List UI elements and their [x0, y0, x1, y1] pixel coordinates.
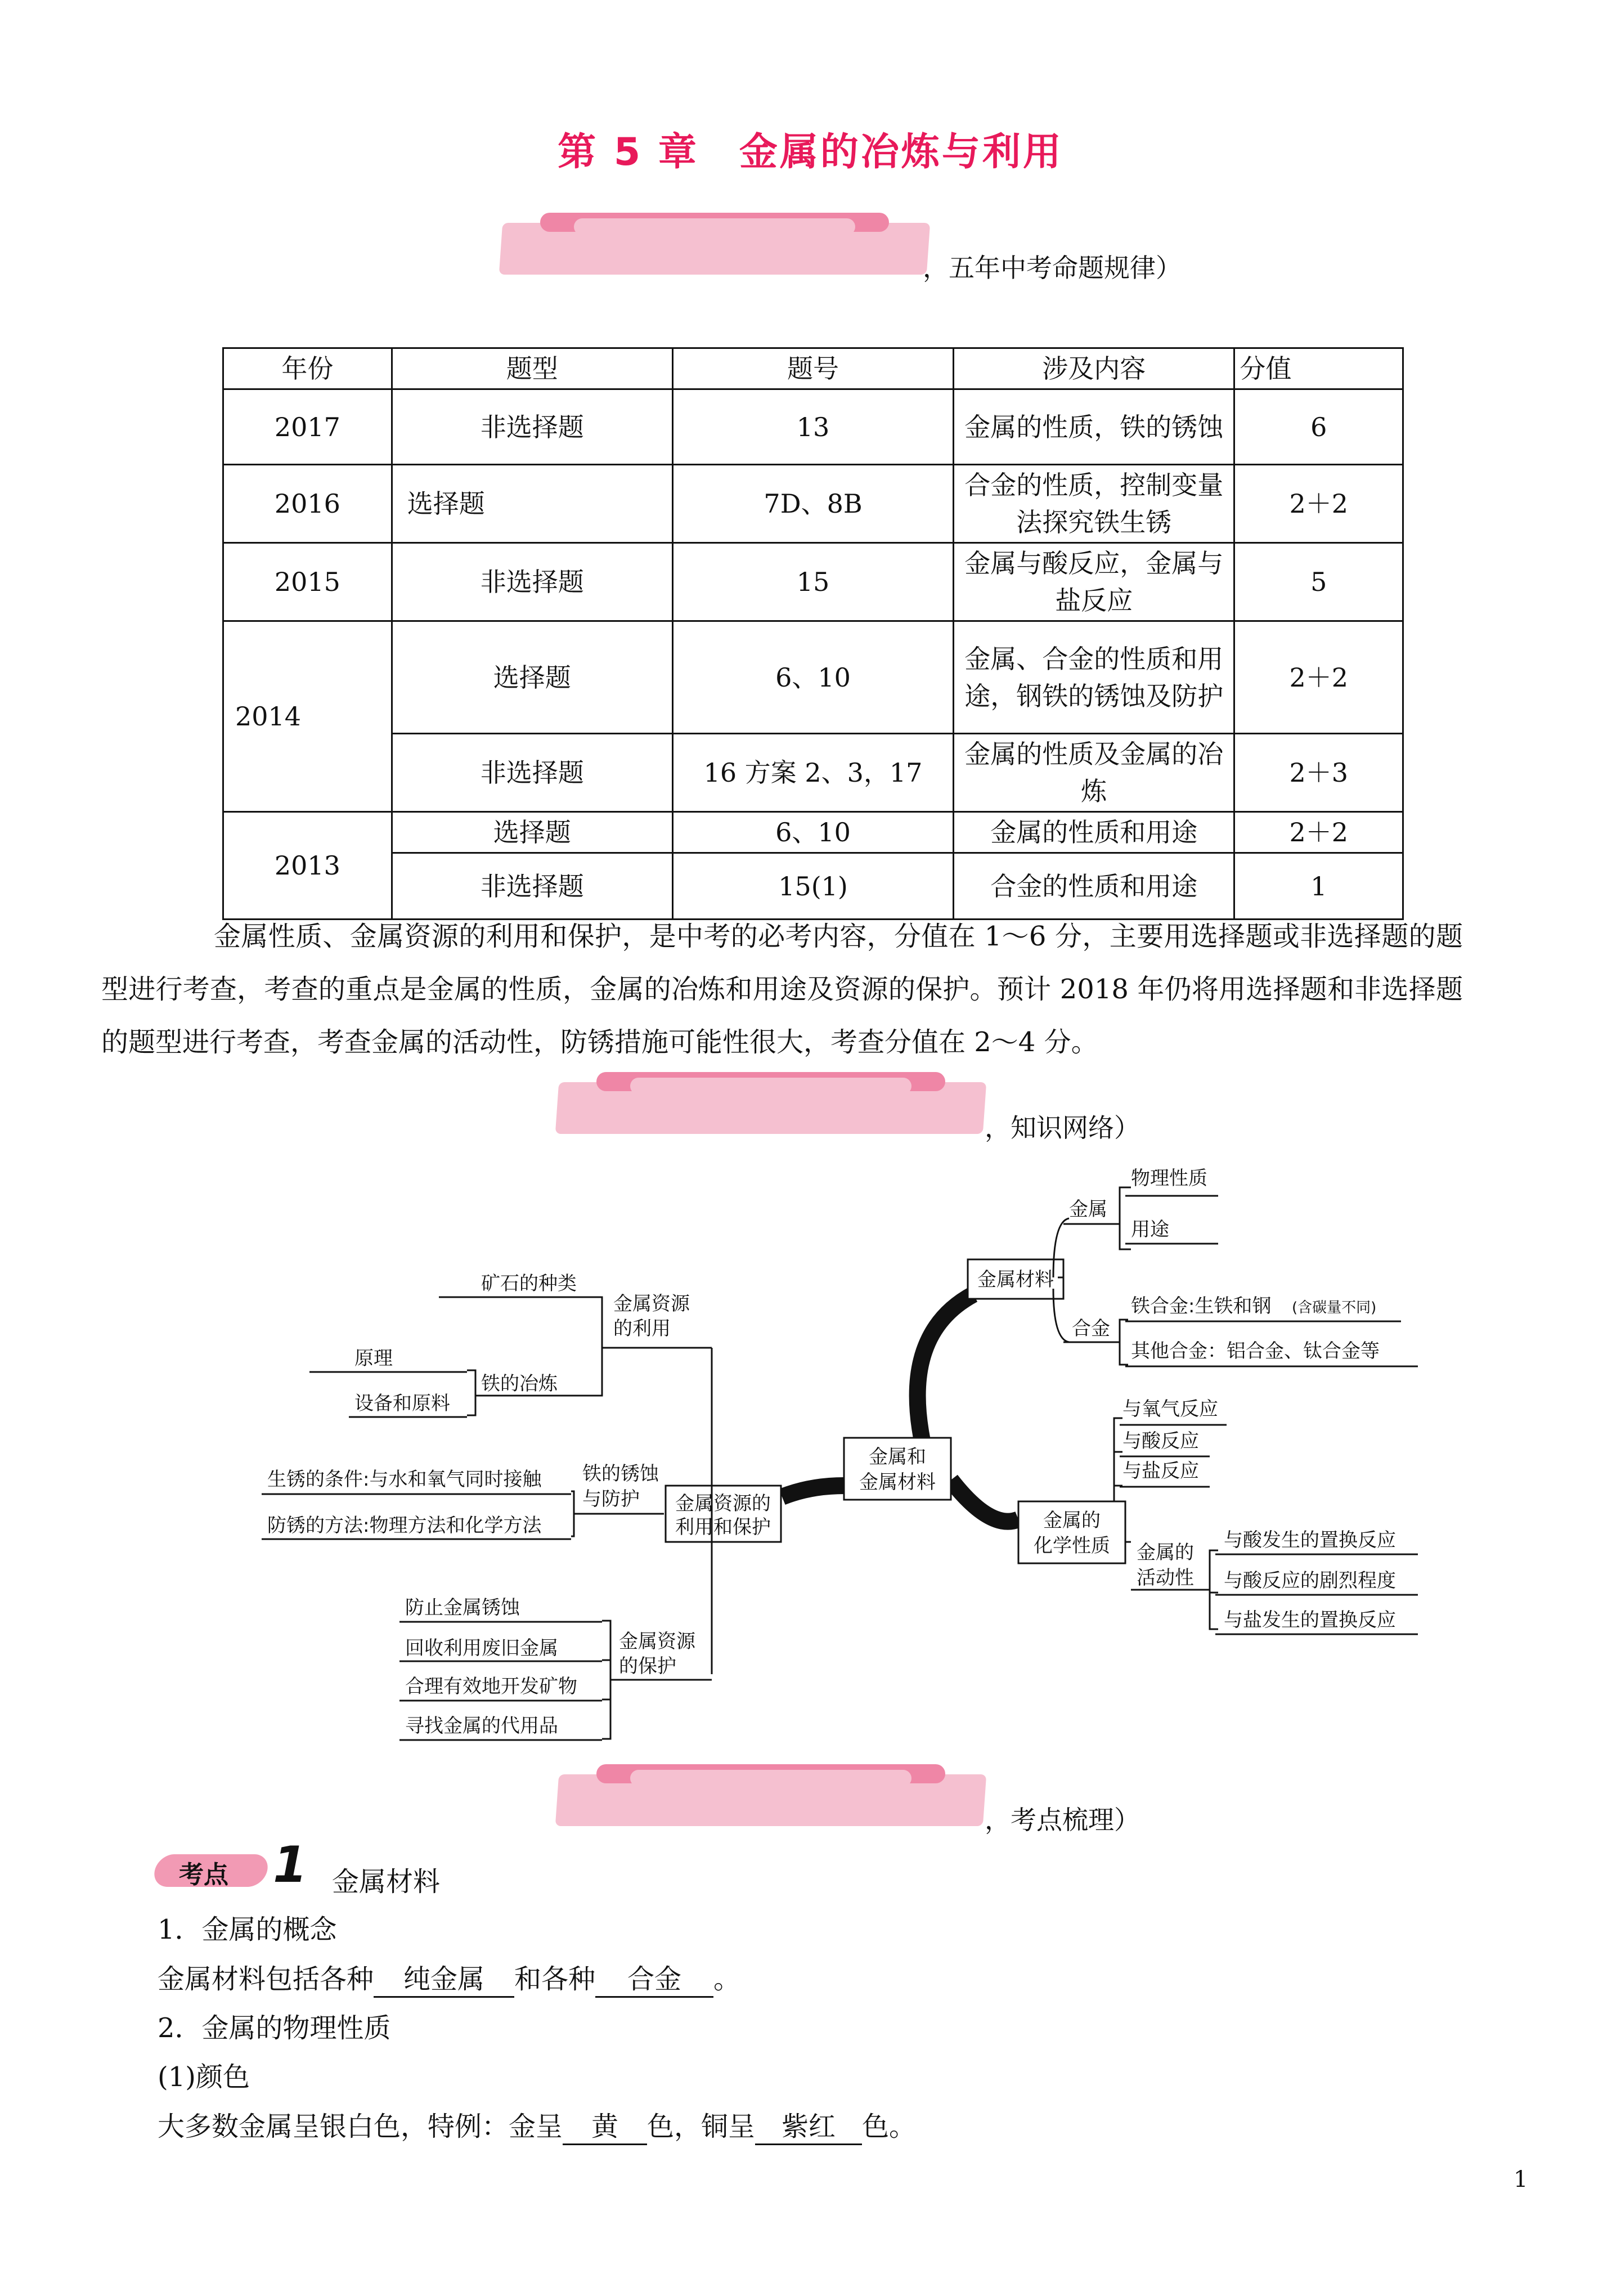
kaodian-heading-1: 1．金属的概念 [158, 1914, 337, 1945]
mm-iron-alloy-note: (含碳量不同) [1292, 1299, 1377, 1316]
banner-tab-inner [630, 1770, 911, 1787]
mm-center-2: 金属材料 [859, 1471, 936, 1494]
chapter-title: 第 5 章 金属的冶炼与利用 [558, 130, 1063, 174]
table-header-row [223, 348, 1403, 389]
kaodian-badge: 考点 [179, 1860, 228, 1889]
cell-content: 金属与酸反应，金属与盐反应 [954, 543, 1234, 621]
mm-smelt: 铁的冶炼 [481, 1373, 558, 1395]
mm-p3: 合理有效地开发矿物 [405, 1675, 577, 1698]
line-text: 色。 [862, 2111, 917, 2142]
mm-use: 用途 [1131, 1218, 1169, 1241]
cell-no: 15 [672, 543, 953, 621]
mm-act-1: 金属的 [1137, 1541, 1194, 1564]
table-row [223, 465, 1403, 543]
cell-score: 2＋2 [1234, 621, 1403, 734]
cell-score: 5 [1234, 543, 1403, 621]
table-row [223, 812, 1403, 853]
mm-other-alloy: 其他合金：铝合金、钛合金等 [1131, 1340, 1380, 1362]
mm-p2: 回收利用废旧金属 [405, 1637, 558, 1660]
banner-tab-inner [574, 218, 855, 235]
table-row [223, 389, 1403, 465]
cell-year: 2013 [223, 812, 392, 920]
section-banner-law [501, 213, 928, 275]
mm-center-1: 金属和 [869, 1446, 926, 1468]
answer-blank: 紫红 [755, 2105, 862, 2145]
table-row [223, 621, 1403, 734]
cell-year: 2015 [223, 543, 392, 621]
mm-chem-1: 金属的 [1043, 1509, 1101, 1532]
cell-type: 选择题 [392, 621, 672, 734]
section-banner-points [557, 1764, 985, 1826]
mm-p1: 防止金属锈蚀 [405, 1597, 520, 1619]
cell-no: 7D、8B [672, 465, 953, 543]
mm-res-1: 金属资源的 [675, 1492, 771, 1515]
cell-no: 16 方案 2、3，17 [672, 734, 953, 812]
mm-acid: 与酸反应 [1122, 1430, 1199, 1452]
mm-rust-1: 铁的锈蚀 [582, 1463, 659, 1485]
mm-p4: 寻找金属的代用品 [405, 1715, 558, 1737]
kaodian-title: 金属材料 [332, 1866, 441, 1898]
mm-metal: 金属 [1069, 1198, 1107, 1221]
mm-rust-prev: 防锈的方法:物理方法和化学方法 [267, 1514, 542, 1537]
cell-score: 2＋2 [1234, 812, 1403, 853]
cell-year: 2014 [223, 621, 392, 812]
kaodian-line-2 [158, 2105, 916, 2145]
cell-no: 6、10 [672, 812, 953, 853]
section-label-law: ，五年中考命题规律） [923, 253, 1182, 283]
mm-salt: 与盐反应 [1122, 1460, 1199, 1482]
col-header: 涉及内容 [954, 348, 1234, 389]
cell-type: 非选择题 [392, 734, 672, 812]
mm-res-2: 利用和保护 [675, 1516, 771, 1539]
section-label-points: ，考点梳理） [985, 1805, 1140, 1835]
mm-equip: 设备和原料 [354, 1392, 450, 1415]
answer-blank: 纯金属 [374, 1957, 514, 1998]
cell-type: 选择题 [392, 812, 672, 853]
knowledge-mindmap [0, 1159, 1621, 1750]
section-label-network: ，知识网络） [985, 1113, 1140, 1143]
mm-use-res-2: 的利用 [613, 1317, 671, 1340]
cell-no: 6、10 [672, 621, 953, 734]
mm-material: 金属材料 [977, 1268, 1054, 1291]
cell-score: 6 [1234, 389, 1403, 465]
col-header: 年份 [223, 348, 392, 389]
mm-act-2: 活动性 [1137, 1567, 1194, 1589]
line-text: 色，铜呈 [647, 2111, 756, 2142]
mm-o2: 与氧气反应 [1122, 1398, 1218, 1420]
col-header: 题型 [392, 348, 672, 389]
cell-type: 非选择题 [392, 543, 672, 621]
cell-content: 金属、合金的性质和用途，钢铁的锈蚀及防护 [954, 621, 1234, 734]
page-number: 1 [1514, 2167, 1528, 2192]
mm-rust-cond: 生锈的条件:与水和氧气同时接触 [267, 1468, 542, 1491]
cell-type: 非选择题 [392, 853, 672, 920]
cell-content: 金属的性质及金属的冶炼 [954, 734, 1234, 812]
cell-year: 2016 [223, 465, 392, 543]
cell-year: 2017 [223, 389, 392, 465]
mm-act-a: 与酸发生的置换反应 [1224, 1529, 1396, 1551]
line-text: 金属材料包括各种 [158, 1963, 374, 1995]
section-banner-network [557, 1072, 985, 1134]
cell-type: 选择题 [392, 465, 672, 543]
exam-law-table [222, 347, 1404, 920]
cell-score: 1 [1234, 853, 1403, 920]
banner-tab-inner [630, 1078, 911, 1095]
mm-phys: 物理性质 [1131, 1167, 1207, 1190]
mm-use-res-1: 金属资源 [613, 1293, 690, 1315]
mm-principle: 原理 [354, 1347, 393, 1370]
mm-chem-2: 化学性质 [1034, 1535, 1110, 1557]
analysis-paragraph [101, 910, 1463, 1069]
cell-no: 13 [672, 389, 953, 465]
line-text: 大多数金属呈银白色，特例：金呈 [158, 2111, 563, 2142]
table-row [223, 543, 1403, 621]
table-row [223, 734, 1403, 812]
analysis-text: 金属性质、金属资源的利用和保护，是中考的必考内容，分值在 1～6 分，主要用选择题或非选择题的题型进行考查，考查的重点是金属的性质，金属的冶炼和用途及资源的保护。预计 2018 年仍将用选择题和非选择题的题型进行考查，考查金属的活动性，防锈措施可能性很大，考查分值在 2～4 分。 [101, 921, 1463, 1058]
kaodian-heading-3: (1)颜色 [158, 2061, 250, 2093]
cell-score: 2＋2 [1234, 465, 1403, 543]
cell-type: 非选择题 [392, 389, 672, 465]
line-text: 。 [713, 1963, 741, 1995]
col-header: 分值 [1234, 348, 1403, 389]
mm-act-b: 与酸反应的剧烈程度 [1224, 1569, 1396, 1592]
kaodian-line-1 [158, 1957, 740, 1998]
mm-rust-2: 与防护 [582, 1488, 640, 1510]
cell-score: 2＋3 [1234, 734, 1403, 812]
mm-ore: 矿石的种类 [481, 1272, 577, 1295]
col-header: 题号 [672, 348, 953, 389]
kaodian-number: 1 [273, 1836, 308, 1894]
answer-blank: 合金 [595, 1957, 713, 1998]
mm-act-c: 与盐发生的置换反应 [1224, 1609, 1396, 1631]
cell-no: 15(1) [672, 853, 953, 920]
cell-content: 合金的性质和用途 [954, 853, 1234, 920]
cell-content: 金属的性质，铁的锈蚀 [954, 389, 1234, 465]
cell-content: 合金的性质，控制变量法探究铁生锈 [954, 465, 1234, 543]
answer-blank: 黄 [563, 2105, 647, 2145]
table-row [223, 853, 1403, 920]
mm-alloy: 合金 [1072, 1317, 1110, 1340]
mm-prot-1: 金属资源 [619, 1630, 695, 1653]
mm-prot-2: 的保护 [619, 1655, 676, 1678]
line-text: 和各种 [514, 1963, 596, 1995]
mm-iron-alloy: 铁合金:生铁和钢 [1131, 1295, 1272, 1317]
cell-content: 金属的性质和用途 [954, 812, 1234, 853]
kaodian-heading-2: 2．金属的物理性质 [158, 2012, 391, 2044]
